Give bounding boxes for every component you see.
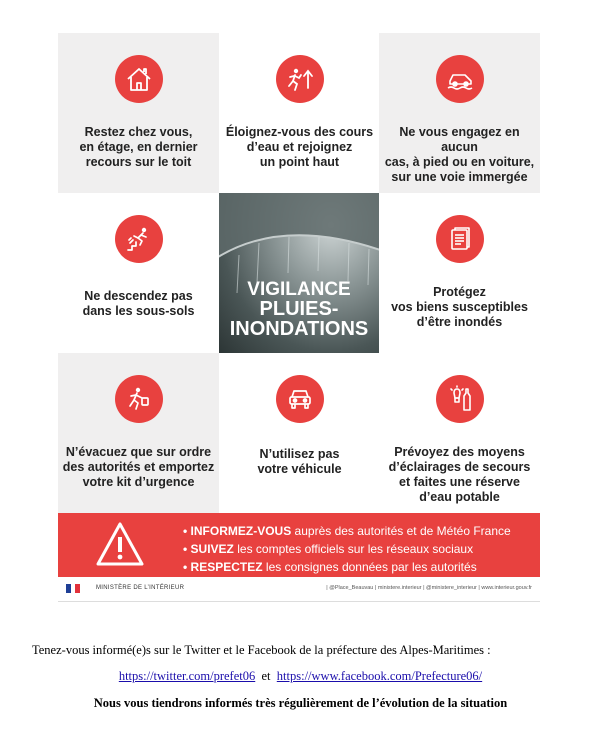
french-flag-logo	[66, 584, 80, 593]
advice-cell-no-vehicle	[219, 353, 380, 513]
advice-cell-high-ground	[219, 33, 380, 193]
advice-text: N’évacuez que sur ordre des autorités et emportez votre kit d’urgence	[62, 445, 215, 489]
advice-text: N’utilisez pas votre véhicule	[257, 447, 342, 476]
run-kit-icon	[115, 375, 163, 423]
ministry-name: MINISTÈRE DE L’INTÉRIEUR	[96, 585, 185, 591]
run-up-icon	[276, 55, 324, 103]
advice-text: Protégez vos biens susceptibles d’être inondés	[391, 285, 528, 329]
rain-umbrella-image	[219, 193, 379, 353]
facebook-link[interactable]: https://www.facebook.com/Prefecture06/	[276, 669, 483, 683]
house-icon	[115, 55, 163, 103]
info-paragraph: Tenez-vous informé(e)s sur le Twitter et le Facebook de la préfecture des Alpes-Maritimes :	[32, 643, 491, 657]
warning-band	[58, 513, 540, 577]
advice-text: Restez chez vous, en étage, en dernier recours sur le toit	[79, 125, 198, 169]
vigilance-title: VIGILANCE PLUIES- INONDATIONS	[229, 279, 369, 340]
warning-list	[183, 522, 511, 576]
vigilance-poster	[58, 33, 540, 601]
closing-statement: Nous vous tiendrons informés très régulièrement de l’évolution de la situation	[93, 696, 508, 710]
warning-line: • SUIVEZ les comptes officiels sur les réseaux sociaux	[183, 542, 474, 556]
advice-cell-no-basement	[58, 193, 219, 353]
advice-cell-protect-goods	[379, 193, 540, 353]
advice-text: Prévoyez des moyens d’éclairages de secours et faites une réserve d’eau potable	[388, 445, 531, 504]
lamp-bottle-icon	[436, 375, 484, 423]
warning-line: • INFORMEZ-VOUS auprès des autorités et de Météo France	[183, 524, 511, 538]
car-flood-icon	[436, 55, 484, 103]
advice-cell-supplies	[379, 353, 540, 513]
advice-text: Éloignez-vous des cours d’eau et rejoignez un point haut	[225, 125, 374, 169]
social-handles: | @Place_Beauvau | ministere.interieur | @ministere_interieur | www.interieur.gouv.fr	[326, 585, 532, 591]
twitter-link[interactable]: https://twitter.com/prefet06	[118, 669, 256, 683]
car-icon	[276, 375, 324, 423]
warning-icon	[95, 521, 145, 567]
advice-cell-stay-home	[58, 33, 219, 193]
advice-text: Ne vous engagez en aucun cas, à pied ou en voiture, sur une voie immergée	[384, 125, 535, 184]
advice-text: Ne descendez pas dans les sous-sols	[82, 289, 195, 318]
link-separator: et	[261, 669, 271, 683]
stairs-fall-icon	[115, 215, 163, 263]
advice-cell-no-flooded-road	[379, 33, 540, 193]
documents-icon	[436, 215, 484, 263]
warning-line: • RESPECTEZ les consignes données par les autorités	[183, 560, 477, 574]
advice-cell-evacuate	[58, 353, 219, 513]
poster-footer	[58, 577, 540, 602]
links-line	[0, 669, 601, 684]
